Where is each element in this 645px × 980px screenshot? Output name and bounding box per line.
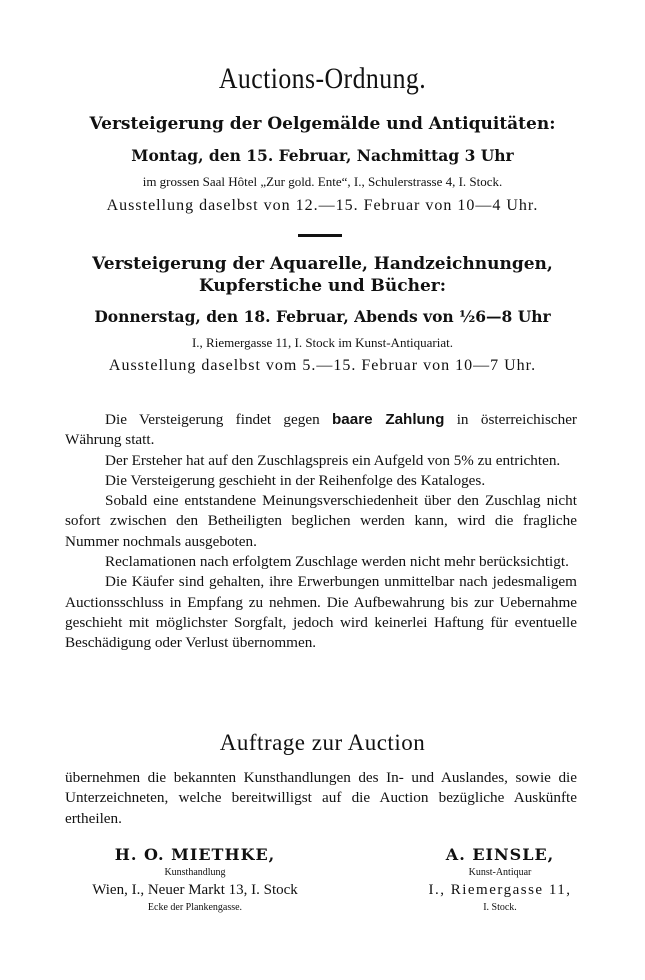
firm-role: Kunst-Antiquar <box>468 867 532 878</box>
firm-miethke <box>50 845 340 913</box>
section2-date <box>0 307 645 326</box>
section2-date-post: 6—8 Uhr <box>475 307 551 326</box>
firm-address: Wien, I., Neuer Markt 13, I. Stock <box>92 882 298 898</box>
section2-date-fraction: ½ <box>459 307 476 326</box>
section2-heading-line1: Versteigerung der Aquarelle, Handzeichnungen, <box>92 254 553 274</box>
condition-order: Die Versteigerung geschieht in der Reihenfolge des Kataloges. <box>105 471 486 489</box>
condition-payment <box>65 410 577 451</box>
premium-percent: 5% <box>453 452 474 469</box>
firm-address: I., Riemergasse 11, <box>428 882 572 898</box>
condition-dispute: Sobald eine entstandene Meinungsverschiedenheit über den Zuschlag nicht sofort zwischen den Betheiligten beglichen werden kann, wird die fragliche Nummer nochmals ausgeboten. <box>65 492 577 550</box>
condition-reclamation: Reclamationen nach erfolgtem Zuschlage werden nicht mehr berücksichtigt. <box>105 553 569 571</box>
condition-payment-text: Die Versteigerung findet gegen <box>105 411 333 428</box>
cash-payment-emphasis: baare Zahlung <box>332 411 445 428</box>
section2-location: I., Riemergasse 11, I. Stock im Kunst-Antiquariat. <box>191 335 454 350</box>
section1-location: im grossen Saal Hôtel „Zur gold. Ente“, I., Schulerstrasse 4, I. Stock. <box>142 174 503 189</box>
section1-date: Montag, den 15. Februar, Nachmittag 3 Uhr <box>131 146 514 165</box>
firm-role: Kunsthandlung <box>164 867 226 878</box>
condition-payment-text-end: in österreichischer Währung statt. <box>65 411 577 449</box>
auction-conditions <box>65 410 577 654</box>
section1-heading: Versteigerung der Oelgemälde und Antiquitäten: <box>89 114 556 134</box>
commissions-heading: Auftrage zur Auction <box>219 730 426 755</box>
section2-exhibition: Ausstellung daselbst vom 5.—15. Februar von 10—7 Uhr. <box>108 357 537 374</box>
firm-name: H. O. MIETHKE, <box>114 845 276 864</box>
firm-extra: I. Stock. <box>483 902 517 913</box>
commissions-text: übernehmen die bekannten Kunsthandlungen des In- und Auslandes, sowie die Unterzeichneten, welche bereitwilligst auf die Auction bezügliche Auskünfte ertheilen. <box>65 769 577 827</box>
page-title: Auctions-Ordnung. <box>218 62 427 95</box>
condition-collection: Die Käufer sind gehalten, ihre Erwerbungen unmittelbar nach jedesmaligem Auctionsschluss in Empfang zu nehmen. Die Aufbewahrung bis zur Uebernahme geschieht mit möglichster Sorgfalt, jedoch wird keinerlei Haftung für eventuelle Beschädigung oder Verlust übernommen. <box>65 573 577 652</box>
section2-heading-line2: Kupferstiche und Bücher: <box>198 276 447 296</box>
firm-einsle <box>390 845 610 913</box>
condition-premium <box>65 451 577 471</box>
condition-premium-text: Der Ersteher hat auf den Zuschlagspreis ein Aufgeld von <box>105 451 454 469</box>
section2-date-pre: Donnerstag, den 18. Februar, Abends von <box>94 307 460 326</box>
firm-name: A. EINSLE, <box>445 845 555 864</box>
firm-extra: Ecke der Plankengasse. <box>147 902 243 913</box>
section1-exhibition: Ausstellung daselbst von 12.—15. Februar von 10—4 Uhr. <box>106 197 539 214</box>
condition-premium-text-end: zu entrichten. <box>473 451 561 469</box>
section-divider <box>298 234 342 237</box>
